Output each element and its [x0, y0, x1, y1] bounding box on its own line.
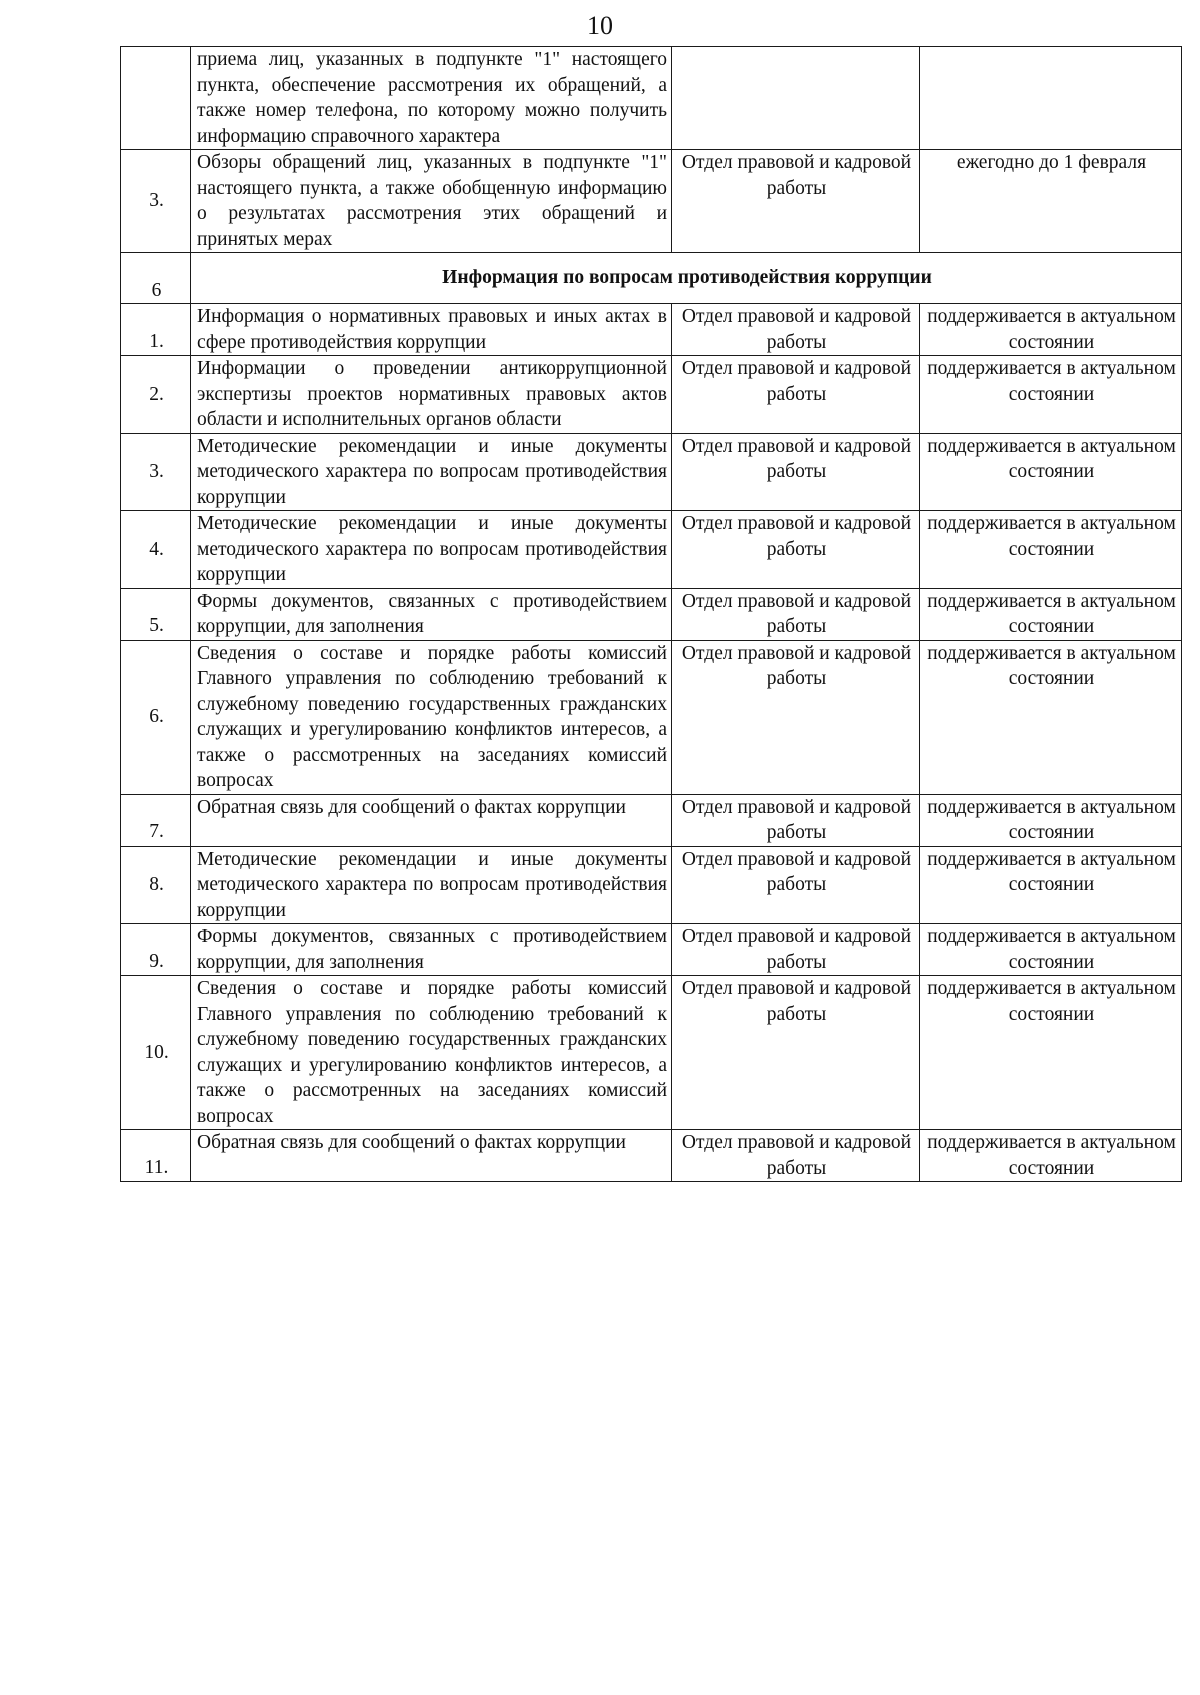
row-term: поддерживается в актуальном состоянии [920, 846, 1182, 924]
row-responsible: Отдел правовой и кадровой работы [672, 640, 920, 794]
table-row-continuation [121, 47, 1182, 150]
row-name: Обратная связь для сообщений о фактах коррупции [191, 1130, 672, 1182]
row-responsible: Отдел правовой и кадровой работы [672, 433, 920, 511]
table-row [121, 433, 1182, 511]
table-row [121, 511, 1182, 589]
table-row [121, 976, 1182, 1130]
row-name: Формы документов, связанных с противодействием коррупции, для заполнения [191, 588, 672, 640]
row-name: приема лиц, указанных в подпункте "1" настоящего пункта, обеспечение рассмотрения их обращений, а также номер телефона, по которому можно получить информацию справочного характера [191, 47, 672, 150]
row-number: 9. [121, 924, 191, 976]
section-header-row [121, 253, 1182, 304]
row-number [121, 47, 191, 150]
row-term: ежегодно до 1 февраля [920, 150, 1182, 253]
row-number: 10. [121, 976, 191, 1130]
table-row [121, 150, 1182, 253]
row-name: Сведения о составе и порядке работы комиссий Главного управления по соблюдению требований к служебному поведению государственных гражданских служащих и урегулированию конфликтов интересов, а также о рассмотренных на заседаниях комиссий вопросах [191, 640, 672, 794]
table-row [121, 640, 1182, 794]
table-row [121, 794, 1182, 846]
row-name: Информации о проведении антикоррупционной экспертизы проектов нормативных правовых актов области и исполнительных органов области [191, 356, 672, 434]
table-row [121, 1130, 1182, 1182]
row-responsible: Отдел правовой и кадровой работы [672, 976, 920, 1130]
section-number: 6 [121, 253, 191, 304]
row-number: 3. [121, 150, 191, 253]
row-responsible: Отдел правовой и кадровой работы [672, 356, 920, 434]
row-term: поддерживается в актуальном состоянии [920, 1130, 1182, 1182]
row-name: Обзоры обращений лиц, указанных в подпункте "1" настоящего пункта, а также обобщенную информацию о результатах рассмотрения этих обращений и принятых мерах [191, 150, 672, 253]
row-term: поддерживается в актуальном состоянии [920, 433, 1182, 511]
row-number: 11. [121, 1130, 191, 1182]
row-number: 5. [121, 588, 191, 640]
row-term: поддерживается в актуальном состоянии [920, 924, 1182, 976]
row-number: 6. [121, 640, 191, 794]
row-number: 8. [121, 846, 191, 924]
row-term [920, 47, 1182, 150]
row-name: Формы документов, связанных с противодействием коррупции, для заполнения [191, 924, 672, 976]
row-responsible: Отдел правовой и кадровой работы [672, 588, 920, 640]
row-responsible [672, 47, 920, 150]
row-term: поддерживается в актуальном состоянии [920, 640, 1182, 794]
row-name: Методические рекомендации и иные документы методического характера по вопросам противодействия коррупции [191, 511, 672, 589]
row-term: поддерживается в актуальном состоянии [920, 976, 1182, 1130]
row-responsible: Отдел правовой и кадровой работы [672, 924, 920, 976]
row-name: Методические рекомендации и иные документы методического характера по вопросам противодействия коррупции [191, 846, 672, 924]
row-responsible: Отдел правовой и кадровой работы [672, 304, 920, 356]
page-number: 10 [587, 11, 613, 40]
section-title: Информация по вопросам противодействия коррупции [191, 253, 1182, 304]
row-term: поддерживается в актуальном состоянии [920, 356, 1182, 434]
row-responsible: Отдел правовой и кадровой работы [672, 511, 920, 589]
row-number: 3. [121, 433, 191, 511]
row-number: 4. [121, 511, 191, 589]
row-responsible: Отдел правовой и кадровой работы [672, 1130, 920, 1182]
row-responsible: Отдел правовой и кадровой работы [672, 846, 920, 924]
row-name: Сведения о составе и порядке работы комиссий Главного управления по соблюдению требований к служебному поведению государственных гражданских служащих и урегулированию конфликтов интересов, а также о рассмотренных на заседаниях комиссий вопросах [191, 976, 672, 1130]
row-name: Обратная связь для сообщений о фактах коррупции [191, 794, 672, 846]
document-table [120, 46, 1182, 1182]
section-rows [121, 304, 1182, 1182]
table-row [121, 356, 1182, 434]
table-row [121, 924, 1182, 976]
row-responsible: Отдел правовой и кадровой работы [672, 794, 920, 846]
table-row [121, 588, 1182, 640]
row-term: поддерживается в актуальном состоянии [920, 304, 1182, 356]
row-term: поддерживается в актуальном состоянии [920, 511, 1182, 589]
row-number: 7. [121, 794, 191, 846]
row-number: 1. [121, 304, 191, 356]
row-responsible: Отдел правовой и кадровой работы [672, 150, 920, 253]
table-row [121, 846, 1182, 924]
row-number: 2. [121, 356, 191, 434]
row-term: поддерживается в актуальном состоянии [920, 588, 1182, 640]
row-term: поддерживается в актуальном состоянии [920, 794, 1182, 846]
row-name: Информация о нормативных правовых и иных актах в сфере противодействия коррупции [191, 304, 672, 356]
row-name: Методические рекомендации и иные документы методического характера по вопросам противодействия коррупции [191, 433, 672, 511]
table-row [121, 304, 1182, 356]
